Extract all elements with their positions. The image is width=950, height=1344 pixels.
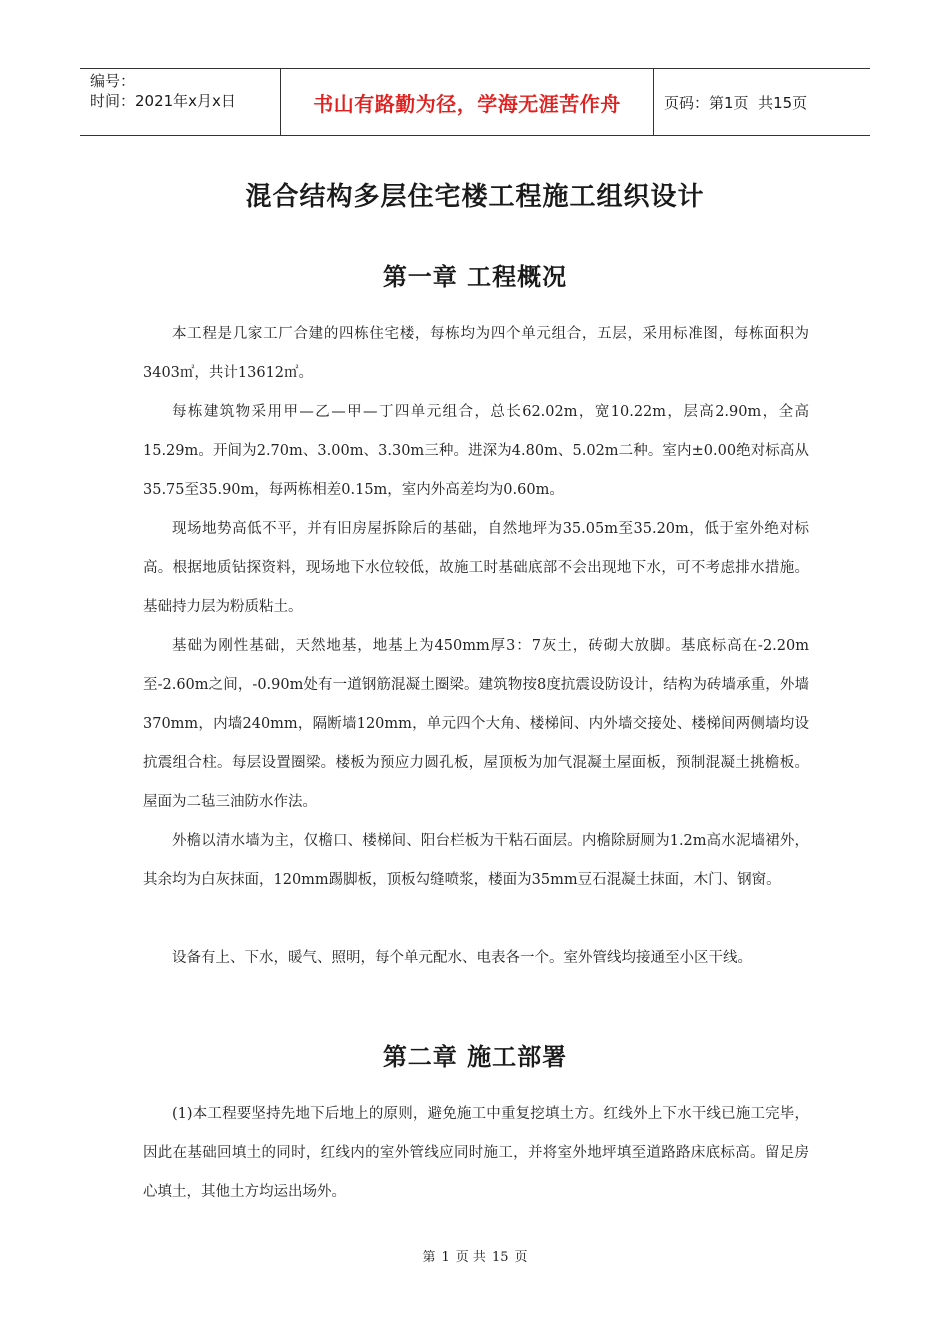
page-info-text: 页码：第1页 共15页 <box>664 93 808 112</box>
chapter-1-paragraph-2: 每栋建筑物采用甲—乙—甲—丁四单元组合，总长62.02m，宽10.22m，层高2.90m，全高15.29m。开间为2.70m、3.00m、3.30m三种。进深为4.80m、5.02m二种。室内±0.00绝对标高从35.75至35.90m，每两栋相差0.15m，室内外高差均为0.60m。 <box>143 404 809 498</box>
chapter-1-paragraph-1: 本工程是几家工厂合建的四栋住宅楼，每栋均为四个单元组合，五层，采用标准图，每栋面积为3403㎡，共计13612㎡。 <box>143 326 809 381</box>
chapter-1-paragraph-3: 现场地势高低不平，并有旧房屋拆除后的基础，自然地坪为35.05m至35.20m，低于室外绝对标高。根据地质钻探资料，现场地下水位较低，故施工时基础底部不会出现地下水，可不考虑排水措施。基础持力层为粉质粘土。 <box>143 521 809 615</box>
footer-total-pages: 15 <box>491 1250 509 1265</box>
footer-prefix: 第 <box>422 1250 436 1265</box>
chapter-1-paragraph-4: 基础为刚性基础，天然地基，地基上为450mm厚3：7灰土，砖砌大放脚。基底标高在-2.20m至-2.60m之间，-0.90m处有一道钢筋混凝土圈梁。建筑物按8度抗震设防设计，结构为砖墙承重，外墙370mm，内墙240mm，隔断墙120mm，单元四个大角、楼梯间、内外墙交接处、楼梯间两侧墙均设抗震组合柱。每层设置圈梁。楼板为预应力圆孔板，屋顶板为加气混凝土屋面板，预制混凝土挑檐板。屋面为二毡三油防水作法。 <box>143 638 809 810</box>
chapter-2-heading: 第二章 施工部署 <box>382 1043 568 1071</box>
chapter-1-paragraph-6: 设备有上、下水，暖气、照明，每个单元配水、电表各一个。室外管线均接通至小区干线。 <box>172 950 752 966</box>
page-footer <box>0 1246 950 1265</box>
chapter-1-paragraph-5: 外檐以清水墙为主，仅檐口、楼梯间、阳台栏板为干粘石面层。内檐除厨厕为1.2m高水泥墙裙外，其余均为白灰抹面，120mm踢脚板，顶板勾缝喷浆，楼面为35mm豆石混凝土抹面，木门、钢窗。 <box>143 833 809 888</box>
number-label: 编号： <box>90 72 136 90</box>
footer-suffix: 页 <box>514 1250 528 1265</box>
chapter-1-heading: 第一章 工程概况 <box>382 263 568 291</box>
document-header-table <box>80 68 870 136</box>
date-text: 时间：2021年x月x日 <box>90 92 236 110</box>
header-page-cell <box>654 69 870 135</box>
footer-middle: 页 共 <box>455 1250 486 1265</box>
header-motto-cell <box>281 69 654 135</box>
chapter-2-paragraph-1: (1)本工程要坚持先地下后地上的原则，避免施工中重复挖填土方。红线外上下水干线已施工完毕，因此在基础回填土的同时，红线内的室外管线应同时施工，并将室外地坪填至道路路床底标高。留足房心填土，其他土方均运出场外。 <box>143 1106 809 1200</box>
document-title: 混合结构多层住宅楼工程施工组织设计 <box>245 182 705 212</box>
motto-text: 书山有路勤为径，学海无涯苦作舟 <box>313 91 621 116</box>
header-id-cell <box>80 69 281 135</box>
footer-page-number: 1 <box>441 1250 450 1265</box>
